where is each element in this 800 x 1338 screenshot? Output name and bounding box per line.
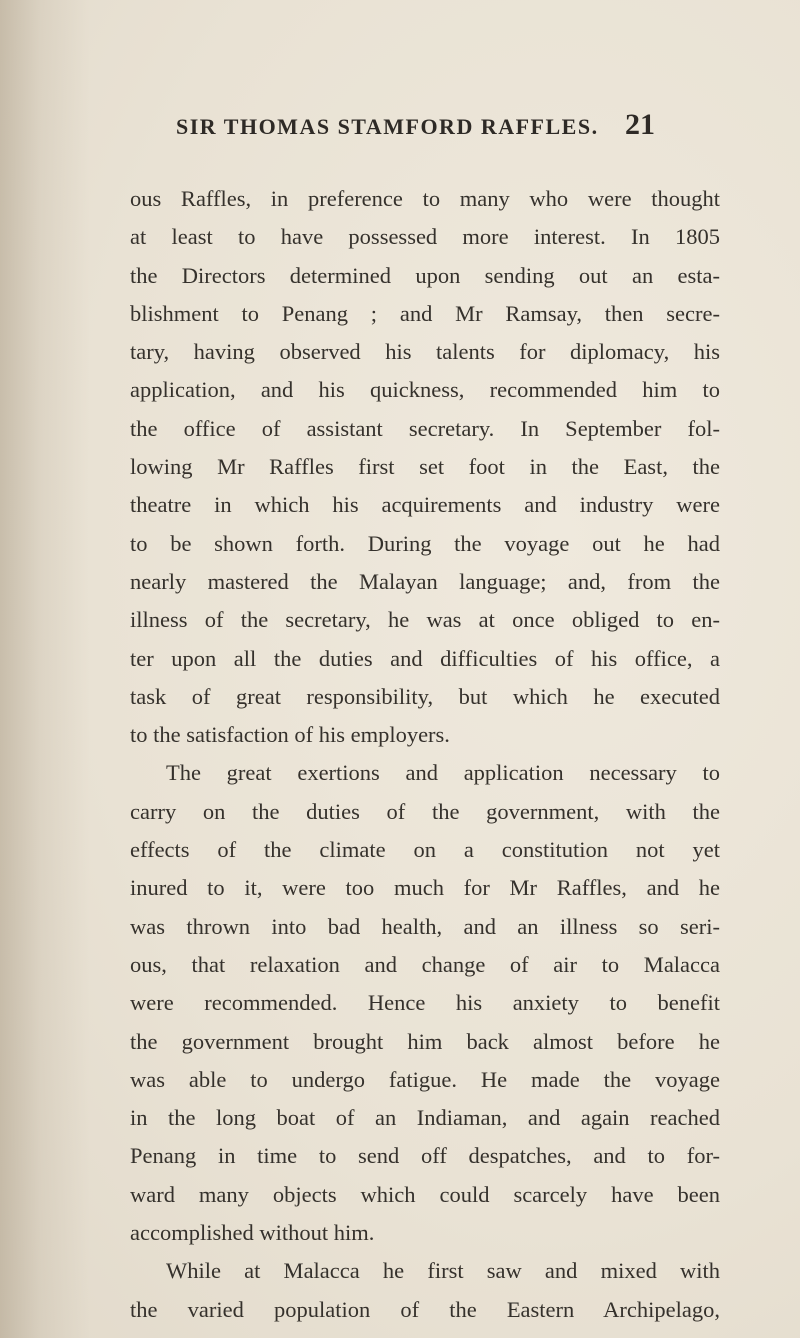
text-line: theatre in which his acquirements and industry were — [130, 492, 720, 518]
text-line: blishment to Penang ; and Mr Ramsay, then secre- — [130, 300, 720, 326]
text-line: While at Malacca he first saw and mixed with — [166, 1258, 720, 1284]
text-line: illness of the secretary, he was at once obliged to en- — [130, 607, 720, 633]
text-line: the government brought him back almost before he — [130, 1028, 720, 1054]
text-line: the Directors determined upon sending out an esta- — [130, 262, 720, 288]
text-line: carry on the duties of the government, with the — [130, 798, 720, 824]
text-line: Penang in time to send off despatches, and to for- — [130, 1143, 720, 1169]
text-line: was thrown into bad health, and an illness so seri- — [130, 913, 720, 939]
text-line: to be shown forth. During the voyage out he had — [130, 530, 720, 556]
text-line: inured to it, were too much for Mr Raffles, and he — [130, 875, 720, 901]
text-line: ter upon all the duties and difficulties of his office, a — [130, 645, 720, 671]
text-line: at least to have possessed more interest. In 1805 — [130, 224, 720, 250]
text-line: task of great responsibility, but which he executed — [130, 683, 720, 709]
text-line: effects of the climate on a constitution not yet — [130, 837, 720, 863]
text-line: nearly mastered the Malayan language; and, from the — [130, 568, 720, 594]
body-text — [130, 180, 720, 1329]
text-line: in the long boat of an Indiaman, and again reached — [130, 1105, 720, 1131]
text-line: were recommended. Hence his anxiety to benefit — [130, 990, 720, 1016]
text-line: tary, having observed his talents for diplomacy, his — [130, 339, 720, 365]
text-line: the office of assistant secretary. In September fol- — [130, 415, 720, 441]
text-line: application, and his quickness, recommended him to — [130, 377, 720, 403]
text-line: to the satisfaction of his employers. — [130, 722, 450, 748]
page-header — [0, 108, 800, 154]
text-line: ward many objects which could scarcely have been — [130, 1181, 720, 1207]
text-line: lowing Mr Raffles first set foot in the East, the — [130, 454, 720, 480]
text-line: the varied population of the Eastern Archipelago, — [130, 1296, 720, 1322]
text-line: ous Raffles, in preference to many who were thought — [130, 186, 720, 211]
running-title: SIR THOMAS STAMFORD RAFFLES. — [176, 114, 599, 139]
text-line: was able to undergo fatigue. He made the voyage — [130, 1066, 720, 1092]
text-line: ous, that relaxation and change of air to Malacca — [130, 951, 720, 977]
text-line: accomplished without him. — [130, 1220, 375, 1246]
text-line: The great exertions and application necessary to — [166, 760, 720, 786]
page-number: 21 — [625, 108, 655, 141]
